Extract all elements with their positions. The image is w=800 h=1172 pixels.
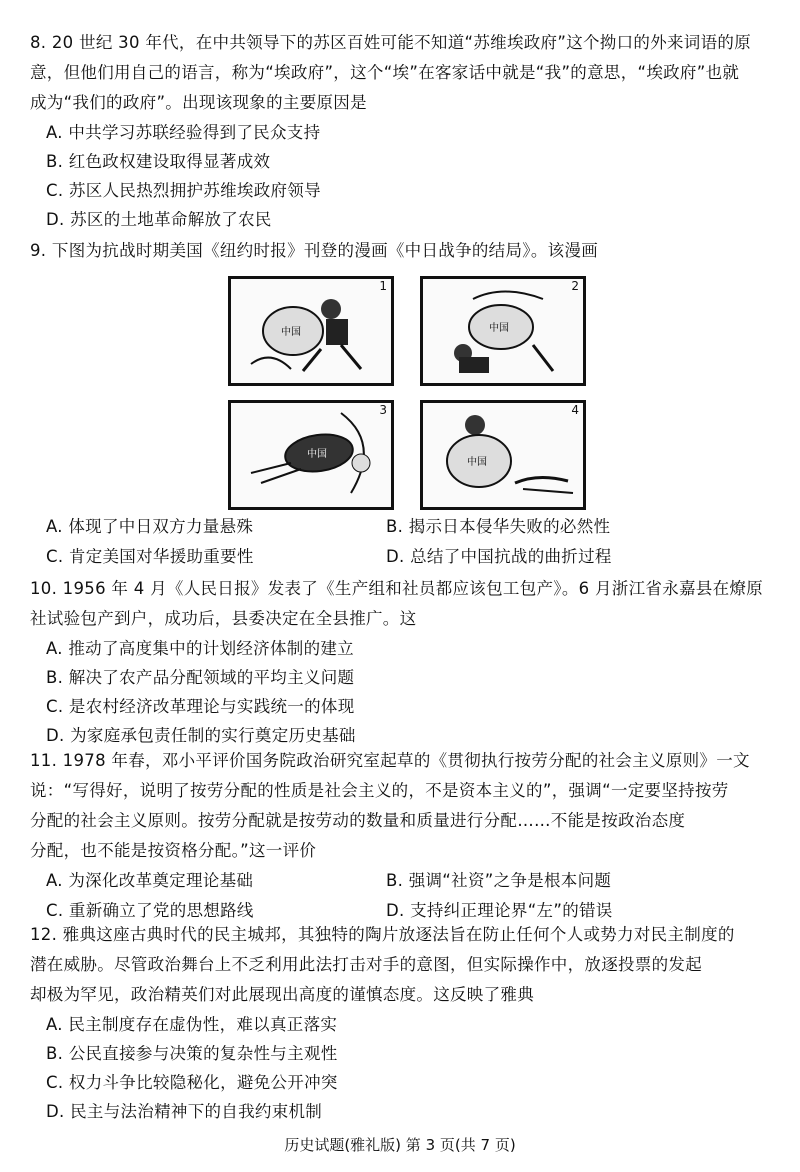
question-12	[30, 920, 780, 1126]
question-11-stem-line: 说：“写得好，说明了按劳分配的性质是社会主义的，不是资本主义的”，强调“一定要坚持按劳	[30, 781, 729, 800]
question-8-stem-line: 意，但他们用自己的语言，称为“埃政府”，这个“埃”在客家话中就是“我”的意思，“埃政府”也就	[30, 63, 740, 82]
option-d: D. 支持纠正理论界“左”的错误	[386, 901, 613, 920]
china-label: 中国	[489, 323, 509, 334]
china-label: 中国	[307, 449, 327, 460]
question-8	[30, 28, 780, 234]
option-c: C. 肯定美国对华援助重要性	[46, 547, 254, 566]
option-c: C. 重新确立了党的思想路线	[46, 901, 254, 920]
option-c: C. 权力斗争比较隐秘化，避免公开冲突	[46, 1073, 338, 1092]
cartoon-drawing	[423, 403, 583, 507]
option-d: D. 苏区的土地革命解放了农民	[46, 210, 272, 229]
option-a: A. 为深化改革奠定理论基础	[46, 871, 254, 890]
cartoon-panel-2	[420, 276, 586, 386]
question-11-stem-line: 分配的社会主义原则。按劳分配就是按劳动的数量和质量进行分配……不能是按政治态度	[30, 811, 686, 830]
option-c: C. 是农村经济改革理论与实践统一的体现	[46, 697, 355, 716]
question-11-stem-line: 分配，也不能是按资格分配。”这一评价	[30, 841, 317, 860]
panel-number: 2	[571, 279, 579, 293]
question-12-stem-line: 却极为罕见，政治精英们对此展现出高度的谨慎态度。这反映了雅典	[30, 985, 534, 1004]
question-8-stem-line: 8. 20 世纪 30 年代，在中共领导下的苏区百姓可能不知道“苏维埃政府”这个拗口的外来词语的原	[30, 33, 752, 52]
option-b: B. 公民直接参与决策的复杂性与主观性	[46, 1044, 338, 1063]
question-10-stem-line: 10. 1956 年 4 月《人民日报》发表了《生产组和社员都应该包工包产》。6 月浙江省永嘉县在燎原	[30, 579, 764, 598]
option-b: B. 揭示日本侵华失败的必然性	[386, 517, 611, 536]
question-12-stem-line: 12. 雅典这座古典时代的民主城邦，其独特的陶片放逐法旨在防止任何个人或势力对民主制度的	[30, 925, 735, 944]
question-11	[30, 746, 780, 926]
question-9-options	[30, 512, 780, 572]
china-label: 中国	[467, 457, 487, 468]
option-a: A. 推动了高度集中的计划经济体制的建立	[46, 639, 354, 658]
cartoon-panel-3	[228, 400, 394, 510]
option-d: D. 为家庭承包责任制的实行奠定历史基础	[46, 726, 356, 745]
question-12-stem-line: 潜在威胁。尽管政治舞台上不乏利用此法打击对手的意图，但实际操作中，放逐投票的发起	[30, 955, 702, 974]
cartoon-drawing	[231, 403, 391, 507]
panel-number: 3	[379, 403, 387, 417]
option-d: D. 总结了中国抗战的曲折过程	[386, 547, 612, 566]
option-a: A. 民主制度存在虚伪性，难以真正落实	[46, 1015, 338, 1034]
question-11-stem-line: 11. 1978 年春，邓小平评价国务院政治研究室起草的《贯彻执行按劳分配的社会主义原则》一文	[30, 751, 750, 770]
option-b: B. 解决了农产品分配领域的平均主义问题	[46, 668, 355, 687]
option-b: B. 强调“社资”之争是根本问题	[386, 871, 612, 890]
question-9-stem: 9. 下图为抗战时期美国《纽约时报》刊登的漫画《中日战争的结局》。该漫画	[30, 241, 599, 260]
question-10	[30, 574, 780, 750]
panel-number: 4	[571, 403, 579, 417]
cartoon-figure	[228, 268, 588, 506]
option-a: A. 中共学习苏联经验得到了民众支持	[46, 123, 321, 142]
question-10-stem-line: 社试验包产到户，成功后，县委决定在全县推广。这	[30, 609, 417, 628]
option-d: D. 民主与法治精神下的自我约束机制	[46, 1102, 323, 1121]
cartoon-panel-4	[420, 400, 586, 510]
page-footer: 历史试题(雅礼版) 第 3 页(共 7 页)	[284, 1136, 516, 1154]
china-label: 中国	[281, 327, 301, 338]
panel-number: 1	[379, 279, 387, 293]
option-a: A. 体现了中日双方力量悬殊	[46, 517, 254, 536]
question-8-stem-line: 成为“我们的政府”。出现该现象的主要原因是	[30, 93, 367, 112]
option-c: C. 苏区人民热烈拥护苏维埃政府领导	[46, 181, 321, 200]
cartoon-panel-1	[228, 276, 394, 386]
question-9	[30, 236, 780, 266]
cartoon-drawing	[231, 279, 391, 383]
cartoon-drawing	[423, 279, 583, 383]
option-b: B. 红色政权建设取得显著成效	[46, 152, 271, 171]
